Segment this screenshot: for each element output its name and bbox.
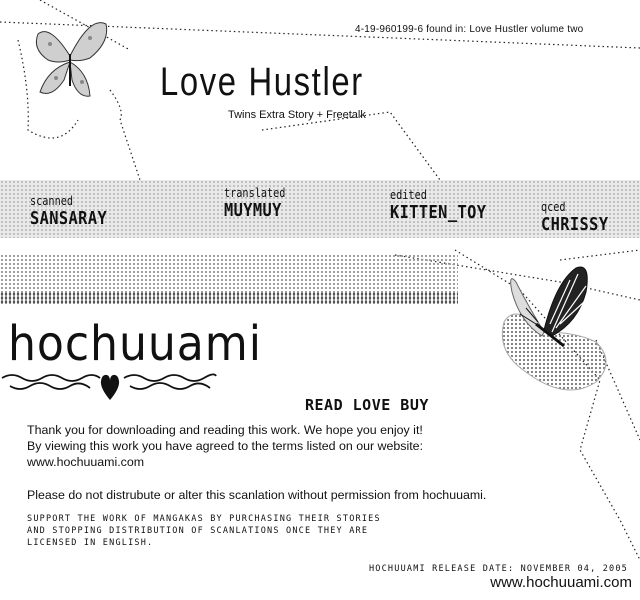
credit-role: translated — [224, 186, 286, 200]
support-line: LICENSED IN ENGLISH. — [27, 538, 154, 548]
credit-translated — [224, 186, 296, 221]
subtitle: Twins Extra Story + Freetalk — [228, 109, 366, 121]
butterfly-icon — [30, 14, 110, 104]
credit-edited — [390, 188, 503, 223]
credit-name: MUYMUY — [224, 200, 282, 221]
support-line: AND STOPPING DISTRIBUTION OF SCANLATIONS ONCE THEY ARE — [27, 526, 369, 536]
release-date: HOCHUUAMI RELEASE DATE: NOVEMBER 04, 2005 — [368, 564, 628, 574]
credit-role: edited — [390, 188, 427, 202]
tagline: READ LOVE BUY — [305, 396, 429, 414]
page-title: Love Hustler — [160, 60, 364, 104]
credit-name: CHRISSY — [541, 214, 609, 235]
brand-logo: hochuuami — [8, 316, 262, 372]
footer-website-link[interactable]: www.hochuuami.com — [490, 574, 632, 591]
butterfly-icon — [486, 262, 626, 412]
credit-name: SANSARAY — [30, 208, 108, 229]
isbn-line: 4-19-960199-6 found in: Love Hustler volume two — [355, 24, 584, 35]
credit-role: qced — [541, 200, 566, 214]
website-link[interactable]: www.hochuuami.com — [27, 455, 145, 469]
heart-icon — [98, 372, 122, 402]
halftone-band-dark — [0, 292, 458, 304]
credit-role: scanned — [30, 194, 73, 208]
terms-text: By viewing this work you have agreed to the terms listed on our website: — [27, 439, 424, 453]
credit-scanned — [30, 194, 121, 229]
thanks-text: Thank you for downloading and reading this work. We hope you enjoy it! — [27, 423, 423, 437]
notice-text: Please do not distrubute or alter this scanlation without permission from hochuuami. — [27, 488, 487, 502]
support-line: SUPPORT THE WORK OF MANGAKAS BY PURCHASING THEIR STORIES — [27, 514, 381, 524]
credit-name: KITTEN_TOY — [390, 202, 487, 223]
credit-qced — [541, 200, 620, 235]
support-text — [27, 513, 381, 549]
